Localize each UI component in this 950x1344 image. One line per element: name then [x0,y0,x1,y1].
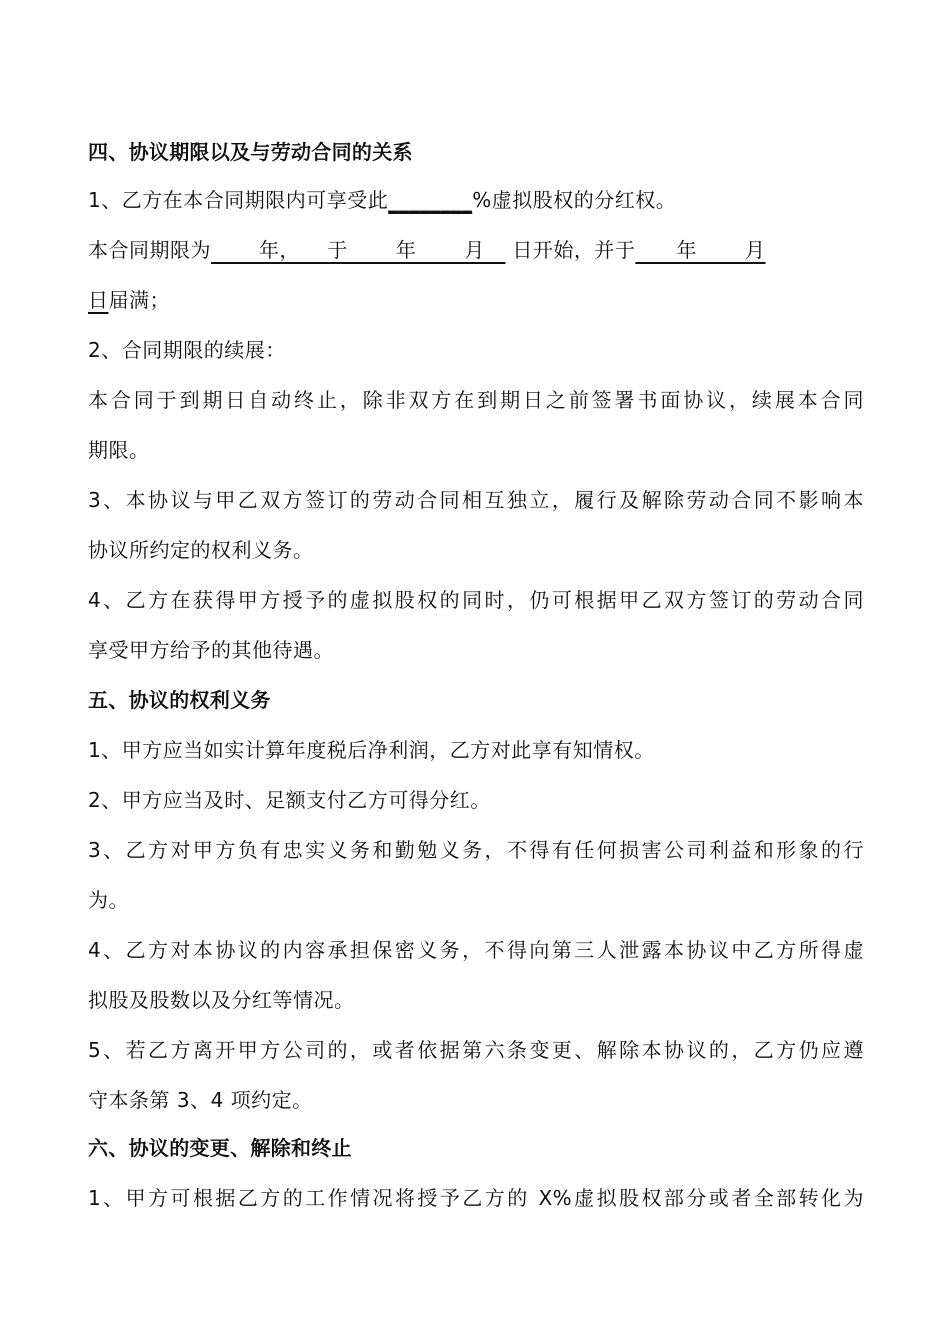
section-6-heading: 六、协议的变更、解除和终止 [88,1136,352,1160]
end-day-blank: 日 [88,288,109,312]
clause-5-4-line-1: 4、乙方对本协议的内容承担保密义务，不得向第三人泄露本协议中乙方所得虚 [88,938,864,962]
clause-4-4-line-1: 4、乙方在获得甲方授予的虚拟股权的同时，仍可根据甲乙双方签订的劳动合同 [88,588,864,612]
clause-4-3-line-1: 3、本协议与甲乙双方签订的劳动合同相互独立，履行及解除劳动合同不影响本 [88,488,864,512]
end-date-blank: 年 月 [635,238,766,262]
clause-5-3-line-1: 3、乙方对甲方负有忠实义务和勤勉义务，不得有任何损害公司利益和形象的行 [88,838,864,862]
term-line [88,236,864,264]
section-4-heading: 四、协议期限以及与劳动合同的关系 [88,140,413,164]
clause-4-2-line-2: 期限。 [88,438,150,462]
clause-4-4-line-2: 享受甲方给予的其他待遇。 [88,638,334,662]
clause-4-3-line-2: 协议所约定的权利义务。 [88,538,314,562]
percent-blank: ________ [388,188,473,212]
term-prefix: 本合同期限为 [88,238,211,262]
clause-5-3-line-2: 为。 [88,888,129,912]
term-expiry: 届满； [108,288,170,312]
clause-4-2-line-1: 本合同于到期日自动终止，除非双方在到期日之前签署书面协议，续展本合同 [88,388,864,412]
clause-4-2-title: 2、合同期限的续展： [88,338,286,362]
clause-5-5-line-2: 守本条第 3、4 项约定。 [88,1088,313,1112]
clause-4-1-text: 1、乙方在本合同期限内可享受此 [88,188,389,212]
clause-4-1-tail: %虚拟股权的分红权。 [472,188,677,212]
clause-6-1-line-1: 1、甲方可根据乙方的工作情况将授予乙方的 X%虚拟股权部分或者全部转化为 [88,1186,864,1210]
term-line-2 [88,286,864,314]
clause-5-2: 2、甲方应当及时、足额支付乙方可得分红。 [88,788,491,812]
section-5-heading: 五、协议的权利义务 [88,688,271,712]
term-mid: 日开始，并于 [505,238,636,262]
clause-5-1: 1、甲方应当如实计算年度税后净利润，乙方对此享有知情权。 [88,738,655,762]
clause-5-5-line-1: 5、若乙方离开甲方公司的，或者依据第六条变更、解除本协议的，乙方仍应遵 [88,1038,864,1062]
start-date-blank: 年， 于 年 月 [211,238,506,262]
clause-5-4-line-2: 拟股及股数以及分红等情况。 [88,988,355,1012]
clause-4-1 [88,186,864,214]
